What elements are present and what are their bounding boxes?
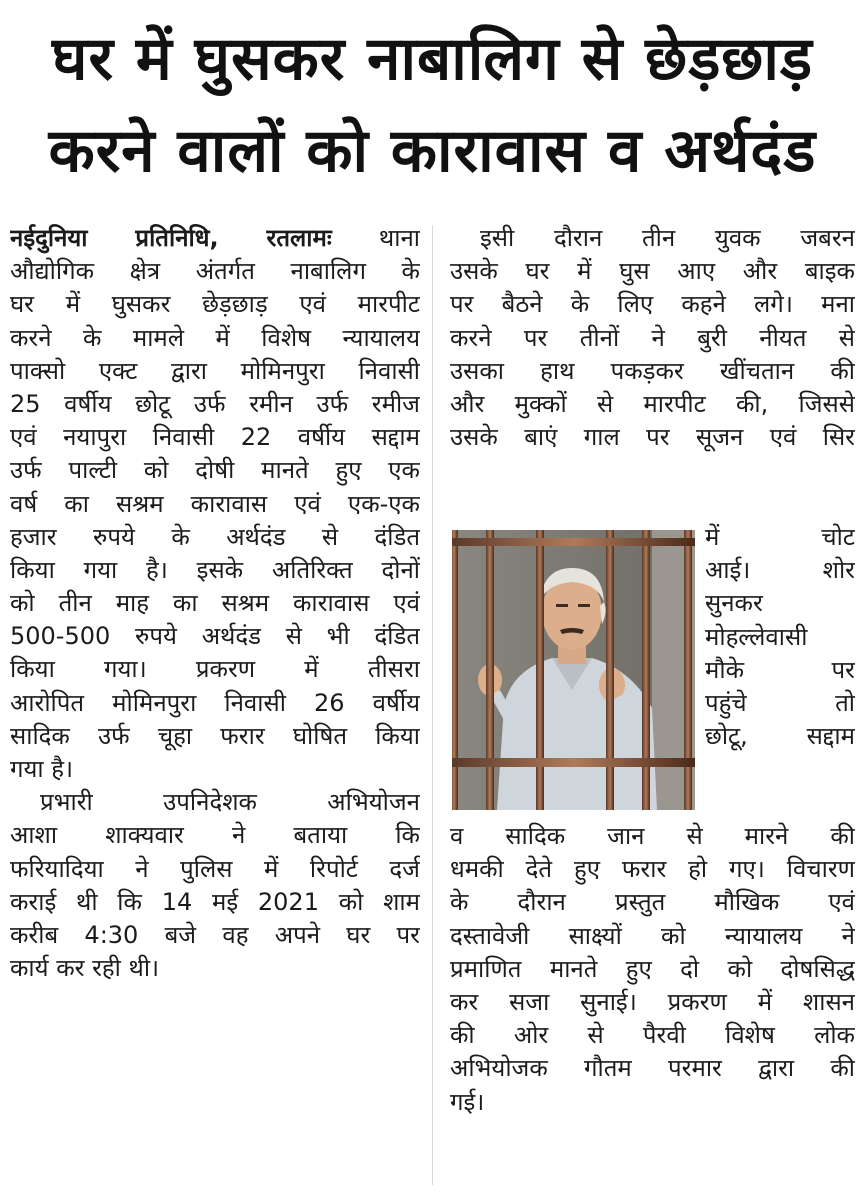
headline-line-1: घर में घुसकर नाबालिग से छेड़छाड़ xyxy=(51,24,814,94)
article-line: करने के मामले में विशेष न्यायालय xyxy=(10,323,420,352)
article-line: किया गया। प्रकरण में तीसरा xyxy=(10,655,420,684)
article-line: उर्फ पाल्टी को दोषी मानते हुए एक xyxy=(10,456,420,485)
headline-line-2: करने वालों को कारावास व अर्थदंड xyxy=(48,116,817,186)
prisoner-icon xyxy=(452,530,695,810)
byline: नईदुनिया प्रतिनिधि, रतलामः xyxy=(10,224,332,252)
article-line: के दौरान प्रस्तुत मौखिक एवं xyxy=(450,888,855,917)
article-line: करने पर तीनों ने बुरी नीयत से xyxy=(450,323,855,352)
article-line: हजार रुपये के अर्थदंड से दंडित xyxy=(10,522,420,551)
article-line: घर में घुसकर छेड़छाड़ एवं मारपीट xyxy=(10,290,420,319)
article-line: करीब 4:30 बजे वह अपने घर पर xyxy=(10,920,420,949)
article-line: उसके घर में घुस आए और बाइक xyxy=(450,257,855,286)
article-line: छोटू, सद्दाम xyxy=(705,722,855,751)
prisoner-behind-bars-illustration xyxy=(452,530,695,810)
article-line: प्रभारी उपनिदेशक अभियोजन xyxy=(40,788,420,817)
article-line: पाक्सो एक्ट द्वारा मोमिनपुरा निवासी xyxy=(10,356,420,385)
article-line: 500-500 रुपये अर्थदंड से भी दंडित xyxy=(10,622,420,651)
article-line: अभियोजक गौतम परमार द्वारा की xyxy=(450,1054,855,1083)
article-line: आरोपित मोमिनपुरा निवासी 26 वर्षीय xyxy=(10,688,420,717)
article-line: औद्योगिक क्षेत्र अंतर्गत नाबालिग के xyxy=(10,257,420,286)
article-line: वर्ष का सश्रम कारावास एवं एक-एक xyxy=(10,489,420,518)
article-line: उसका हाथ पकड़कर खींचतान की xyxy=(450,356,855,385)
column-divider xyxy=(432,225,433,1185)
article-line: को तीन माह का सश्रम कारावास एवं xyxy=(10,589,420,618)
article-line: कार्य कर रही थी। xyxy=(10,954,160,983)
article-line: इसी दौरान तीन युवक जबरन xyxy=(480,224,855,252)
article-line: में चोट xyxy=(705,523,855,551)
article-right-column-bottom xyxy=(450,820,855,1119)
article-right-column-top xyxy=(450,222,855,454)
article-line: मोहल्लेवासी xyxy=(705,622,808,651)
article-line: प्रमाणित मानते हुए दो को दोषसिद्ध xyxy=(450,954,855,983)
article-line: 25 वर्षीय छोटू उर्फ रमीन उर्फ रमीज xyxy=(10,389,420,418)
article-line: की ओर से पैरवी विशेष लोक xyxy=(450,1021,855,1050)
article-line: कर सजा सुनाई। प्रकरण में शासन xyxy=(450,987,855,1016)
article-line: मौके पर xyxy=(705,655,855,684)
article-line: गई। xyxy=(450,1087,485,1116)
article-line: उसके बाएं गाल पर सूजन एवं सिर xyxy=(450,423,855,452)
article-line: फरियादिया ने पुलिस में रिपोर्ट दर्ज xyxy=(10,854,420,883)
article-line: पर बैठने के लिए कहने लगे। मना xyxy=(450,290,855,319)
article-line: कराई थी कि 14 मई 2021 को शाम xyxy=(10,887,420,916)
article-line: सुनकर xyxy=(705,589,763,618)
article-line: नईदुनिया प्रतिनिधि, रतलामः थाना xyxy=(10,224,420,252)
article-line: आई। शोर xyxy=(705,556,855,585)
article-left-column xyxy=(10,222,420,985)
article-beside-image xyxy=(705,521,855,753)
article-line: दस्तावेजी साक्ष्यों को न्यायालय ने xyxy=(450,921,855,950)
article-line: व सादिक जान से मारने की xyxy=(450,822,855,850)
article-line: पहुंचे तो xyxy=(705,688,855,717)
article-line: किया गया है। इसके अतिरिक्त दोनों xyxy=(10,555,420,584)
article-line: और मुक्कों से मारपीट की, जिससे xyxy=(450,389,855,418)
article-line: एवं नयापुरा निवासी 22 वर्षीय सद्दाम xyxy=(10,423,420,452)
article-line: गया है। xyxy=(10,755,74,783)
article-line: धमकी देते हुए फरार हो गए। विचारण xyxy=(450,855,855,884)
article-line: सादिक उर्फ चूहा फरार घोषित किया xyxy=(10,721,420,750)
article-line: आशा शाक्यवार ने बताया कि xyxy=(10,821,420,850)
